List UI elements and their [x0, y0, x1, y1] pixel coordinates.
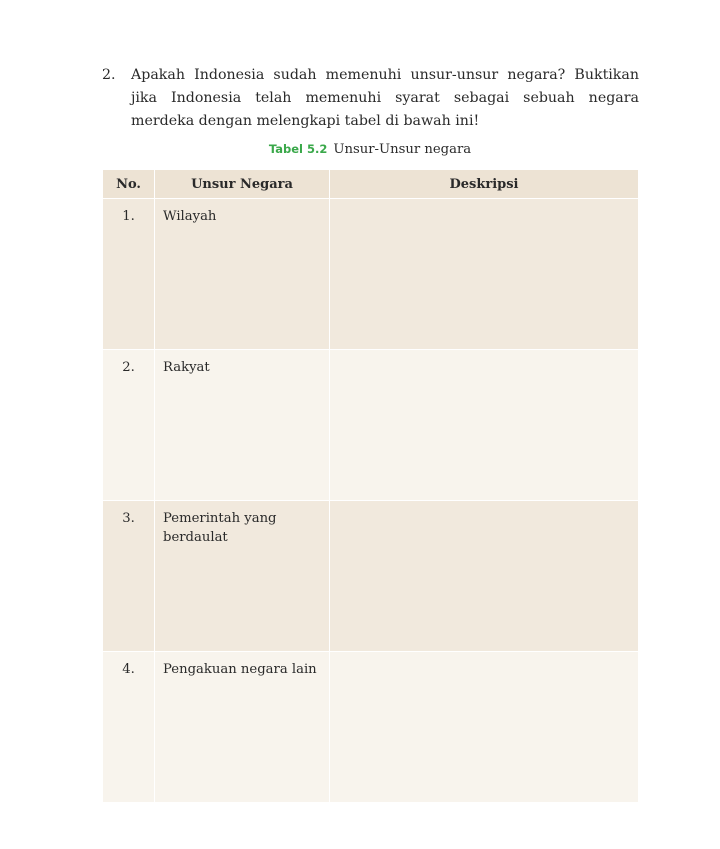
question-number: 2. [102, 67, 116, 83]
table-row [103, 652, 639, 803]
row-number: 1. [103, 199, 155, 350]
table-caption-label: Tabel 5.2 [268, 142, 328, 156]
row-deskripsi-cell[interactable] [330, 501, 639, 652]
table-caption-title: Unsur-Unsur negara [333, 142, 472, 157]
question-text: Apakah Indonesia sudah memenuhi unsur-unsur negara? Buktikan jika Indonesia telah memenuhi syarat sebagai sebuah negara merdeka dengan melengkapi tabel di bawah ini! [131, 67, 639, 129]
table-row [103, 199, 639, 350]
row-deskripsi-cell[interactable] [330, 652, 639, 803]
table-row [103, 501, 639, 652]
row-number: 2. [103, 350, 155, 501]
row-unsur: Wilayah [155, 199, 330, 350]
table-header-row [103, 170, 639, 199]
question-block [102, 64, 639, 133]
table-caption [102, 142, 638, 157]
row-deskripsi-cell[interactable] [330, 350, 639, 501]
row-unsur: Pengakuan negara lain [155, 652, 330, 803]
table-row [103, 350, 639, 501]
row-number: 3. [103, 501, 155, 652]
row-deskripsi-cell[interactable] [330, 199, 639, 350]
row-unsur: Pemerintah yang berdaulat [155, 501, 330, 652]
header-unsur-negara: Unsur Negara [155, 170, 330, 199]
unsur-negara-table [102, 169, 639, 803]
row-unsur: Rakyat [155, 350, 330, 501]
header-no: No. [103, 170, 155, 199]
row-number: 4. [103, 652, 155, 803]
header-deskripsi: Deskripsi [330, 170, 639, 199]
